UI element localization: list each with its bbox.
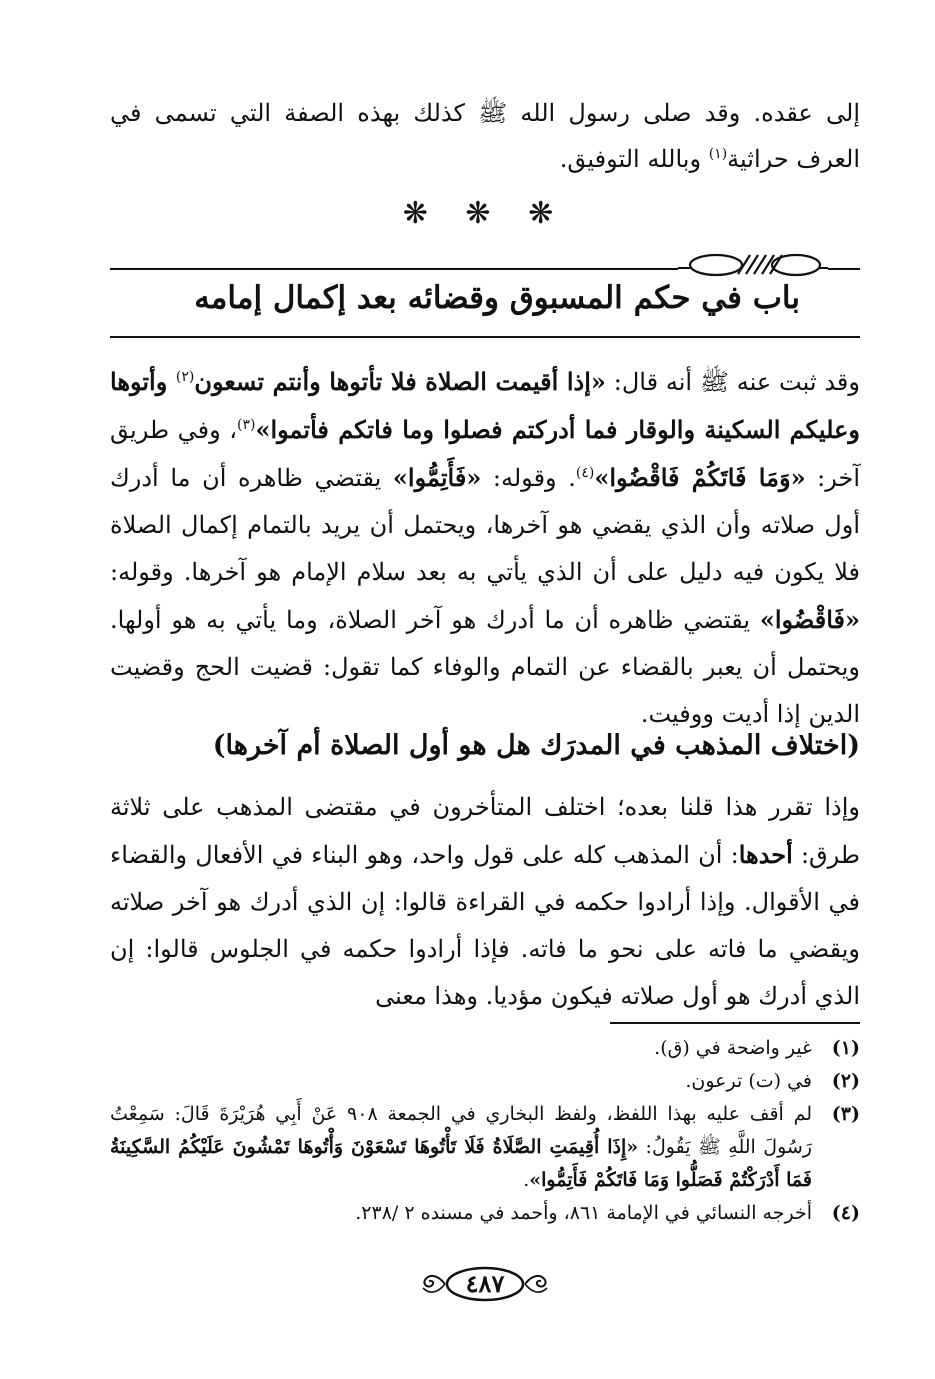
text-run: : أن المذهب كله على قول واحد، وهو البناء في الأفعال والقضاء في الأقوال. وإذا أرادوا حكمه في القراءة قالوا: إن الذي أدرك هو آخر صلاته ويقضي ما فاته على نحو ما فاته. فإذا أرادوا حكمه في الجلوس قالوا: إن الذي أدرك هو أول صلاته فيكون مؤديا. وهذا معنى [110,841,860,1010]
hadith-quote: «فَأَتِمُّوا» [392,463,482,492]
hadith-quote: وأتوها وعليكم السكينة والوقار فما أدركتم فصلوا وما فاتكم فأتموا» [110,367,861,444]
footnote-ref-3[interactable]: (٣) [237,417,256,433]
footnote-text-run: لم أقف عليه بهذا اللفظ، ولفظ البخاري في الجمعة ٩٠٨ عَنْ أَبِي هُرَيْرَةَ قَالَ: [164,1103,812,1125]
footnote-ref-2[interactable]: (٢) [175,369,195,385]
intro-text-end: وبالله التوفيق. [559,145,709,173]
footnote-text: أخرجه النسائي في الإمامة ٨٦١، وأحمد في مسنده ٢ /٢٣٨. [355,1202,812,1224]
footnote-ref-1[interactable]: (١) [708,146,728,162]
hadith-quote: «وَمَا فَاتَكُمْ فَاقْضُوا» [594,463,806,492]
separator-stars: ❋ ❋ ❋ [402,196,568,231]
page-number: ٤٨٧ [465,1269,505,1298]
footnote-text: في (ت) ترعون. [685,1070,812,1092]
footnote-number: (٤) [831,1202,860,1224]
ornament-flourish-icon [678,249,828,279]
text-run: وقد ثبت عنه ﷺ أنه قال: [605,368,860,396]
intro-paragraph [110,90,860,182]
text-run: وإذا تقرر هذا قلنا بعده؛ اختلف المتأخرون في مقتضى المذهب على ثلاثة طرق: [110,793,861,869]
text-run: ، وفي طريق آخر: [110,416,861,492]
section-heading: (اختلاف المذهب في المدرَك هل هو أول الصلاة أم آخرها) [212,730,860,761]
footnote-text-run: سَمِعْتُ رَسُولَ اللَّهِ ﷺ يَقُولُ: [110,1103,812,1158]
footnote-item [110,1032,860,1065]
footnote-item [110,1098,860,1197]
footnote-separator [610,1022,860,1024]
intro-text: إلى عقده. وقد صلى رسول الله ﷺ كذلك بهذه الصفة التي تسمى في العرف حراثية [110,99,860,173]
footnote-number: (٣) [831,1103,860,1125]
footnote-item [110,1065,860,1098]
text-run: يقتضي ظاهره أن ما أدرك أول صلاته وأن الذي يقضي هو آخرها، ويحتمل أن يريد بالتمام إكمال الصلاة فلا يكون فيه دليل على أن الذي يأتي به بعد سلام الإمام هو آخرها. وقوله: [110,464,860,586]
hadith-quote: «إذا أقيمت الصلاة فلا تأتوها وأنتم تسعون [194,367,606,396]
footnote-item [110,1197,860,1230]
footnotes-section [110,1032,860,1230]
footnote-ref-4[interactable]: (٤) [575,465,595,481]
footnote-text-run: . [523,1169,530,1191]
main-paragraph [110,358,860,738]
footnote-number: (٢) [831,1070,860,1092]
footnote-number: (١) [831,1037,860,1059]
bold-term: أحدها [738,840,793,869]
text-run: . وقوله: [481,464,576,492]
chapter-title: باب في حكم المسبوق وقضائه بعد إكمال إمامه [194,280,800,316]
chapter-ornament-rule [110,249,860,279]
bottom-rule-line [110,336,860,338]
footnote-text: غير واضحة في (ق). [654,1037,812,1059]
book-page [110,0,860,1379]
footnote-text [110,1098,812,1197]
hadith-quote: «فَاقْضُوا» [759,605,860,634]
second-paragraph [110,784,860,1020]
page-number-frame [110,1262,860,1306]
footnote-hadith-quote: «إِذَا أُقِيمَتِ الصَّلَاةُ فَلَا تَأْتُوهَا تَسْعَوْنَ وَأْتُوهَا تَمْشُونَ عَلَيْكُمُ السَّكِينَةُ فَمَا أَدْرَكْتُمْ فَصَلُّوا وَمَا فَاتَكُمْ فَأَتِمُّوا» [110,1136,812,1191]
text-run: يقتضي ظاهره أن ما أدرك هو آخر الصلاة، وما يأتي به هو أولها. ويحتمل أن يعبر بالقضاء عن التمام والوفاء كما تقول: قضيت الحج وقضيت الدين إذا أديت ووفيت. [110,606,860,728]
